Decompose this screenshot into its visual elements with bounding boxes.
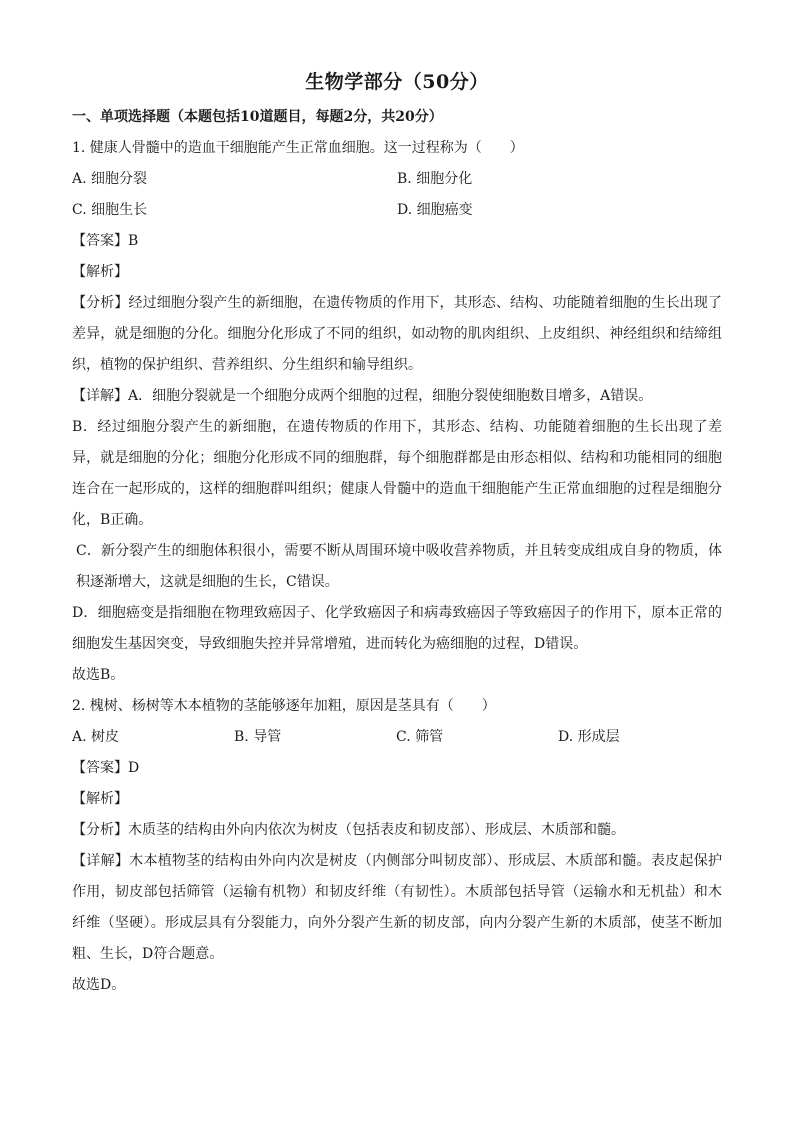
question-1 [72, 133, 722, 691]
question-2-option-a: A. 树皮 [72, 729, 120, 745]
question-1-detail-a: 【详解】A．细胞分裂就是一个细胞分成两个细胞的过程，细胞分裂使细胞数目增多，A错误。 [72, 388, 653, 404]
document-page [72, 68, 722, 1001]
question-2-option-c: C. 筛管 [396, 729, 444, 745]
question-2-options [72, 722, 722, 753]
question-1-stem: 1. 健康人骨髓中的造血干细胞能产生正常血细胞。这一过程称为（ ） [72, 140, 524, 156]
question-1-conclusion: 故选B。 [72, 667, 125, 683]
question-2-conclusion: 故选D。 [72, 977, 126, 993]
question-1-detail-d: D．细胞癌变是指细胞在物理致癌因子、化学致癌因子和病毒致癌因子等致癌因子的作用下，原本正常的细胞发生基因突变，导致细胞失控并异常增殖，进而转化为癌细胞的过程，D错误。 [72, 605, 722, 652]
question-1-fenxi: 【分析】经过细胞分裂产生的新细胞，在遗传物质的作用下，其形态、结构、功能随着细胞的生长出现了差异，就是细胞的分化。细胞分化形成了不同的组织，如动物的肌肉组织、上皮组织、神经组织和结缔组织，植物的保护组织、营养组织、分生组织和输导组织。 [72, 295, 722, 373]
question-1-analysis-label: 【解析】 [72, 264, 128, 280]
question-2 [72, 691, 722, 1001]
question-2-fenxi: 【分析】木质茎的结构由外向内依次为树皮（包括表皮和韧皮部）、形成层、木质部和髓。 [72, 822, 625, 838]
question-2-answer: 【答案】D [72, 760, 140, 776]
section-heading: 一、单项选择题（本题包括10道题目，每题2分，共20分） [72, 109, 443, 125]
question-2-option-b: B. 导管 [234, 729, 282, 745]
question-1-detail-c: C．新分裂产生的细胞体积很小，需要不断从周围环境中吸收营养物质，并且转变成组成自身的物质，体积逐渐增大，这就是细胞的生长，C错误。 [76, 543, 722, 590]
question-1-option-c: C. 细胞生长 [72, 202, 148, 218]
question-2-detail: 【详解】木本植物茎的结构由外向内次是树皮（内侧部分叫韧皮部）、形成层、木质部和髓。表皮起保护作用，韧皮部包括筛管（运输有机物）和韧皮纤维（有韧性）。木质部包括导管（运输水和无机盐）和木纤维（坚硬）。形成层具有分裂能力，向外分裂产生新的韧皮部，向内分裂产生新的木质部，使茎不断加粗、生长，D符合题意。 [72, 853, 722, 962]
question-1-options-row-1 [72, 164, 722, 195]
question-2-option-d: D. 形成层 [558, 729, 620, 745]
question-1-options-row-2 [72, 195, 722, 226]
question-1-option-d: D. 细胞癌变 [397, 202, 473, 218]
page-title: 生物学部分（50分） [305, 71, 489, 93]
question-1-detail-b: B．经过细胞分裂产生的新细胞，在遗传物质的作用下，其形态、结构、功能随着细胞的生长出现了差异，就是细胞的分化；细胞分化形成不同的细胞群，每个细胞群都是由形态相似、结构和功能相同的细胞连合在一起形成的，这样的细胞群叫组织；健康人骨髓中的造血干细胞能产生正常血细胞的过程是细胞分化，B正确。 [72, 419, 722, 528]
question-2-analysis-label: 【解析】 [72, 791, 128, 807]
question-2-stem: 2. 槐树、杨树等木本植物的茎能够逐年加粗，原因是茎具有（ ） [72, 698, 496, 714]
question-1-option-a: A. 细胞分裂 [72, 171, 148, 187]
question-1-option-b: B. 细胞分化 [397, 171, 473, 187]
question-1-answer: 【答案】B [72, 233, 139, 249]
